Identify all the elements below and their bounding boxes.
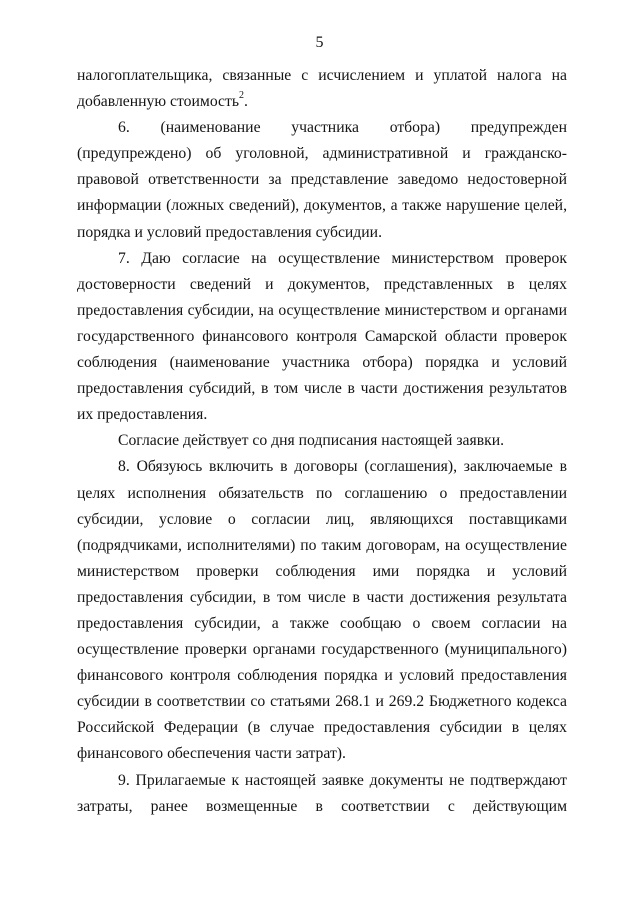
footnote-mark: 2 [239,89,245,101]
page-number: 5 [315,34,324,51]
paragraph-consent-term: Согласие действует со дня подписания настоящей заявки. [118,432,505,450]
paragraph-item-7: 7. Даю согласие на осуществление министерством проверок достоверности сведений и документов, представленных в целях предоставления субсидии, на осуществление министерством и органами государственного финансового контроля Самарской области проверок соблюдения (наименование участника отбора) порядка и условий предоставления субсидий, в том числе в части достижения результатов их предоставления. [77,249,567,424]
paragraph-item-8: 8. Обязуюсь включить в договоры (соглашения), заключаемые в целях исполнения обязательств по соглашению о предоставлении субсидии, условие о согласии лиц, являющихся поставщиками (подрядчиками, исполнителями) по таким договорам, на осуществление министерством проверки соблюдения ими порядка и условий предоставления субсидии, в том числе в части достижения результата предоставления субсидии, а также сообщаю о своем согласии на осуществление проверки органами государственного (муниципального) финансового контроля соблюдения порядка и условий предоставления субсидии в соответствии со статьями 268.1 и 269.2 Бюджетного кодекса Российской Федерации (в случае предоставления субсидии в целях финансового обеспечения части затрат). [77,458,567,763]
paragraph-item-9: 9. Прилагаемые к настоящей заявке документы не подтверждают затраты, ранее возмещенные в соответствии с действующим [77,771,567,815]
paragraph-text: налогоплательщика, связанные с исчислением и уплатой налога на добавленную стоимость [77,67,567,111]
paragraph-tail: . [244,93,248,111]
paragraph-item-6: 6. (наименование участника отбора) предупрежден (предупреждено) об уголовной, административной и гражданско-правовой ответственности за представление заведомо недостоверной информации (ложных сведений), документов, а также нарушение целей, порядка и условий предоставления субсидии. [77,119,567,241]
paragraph-continuation [77,63,567,115]
document-body [77,63,567,820]
